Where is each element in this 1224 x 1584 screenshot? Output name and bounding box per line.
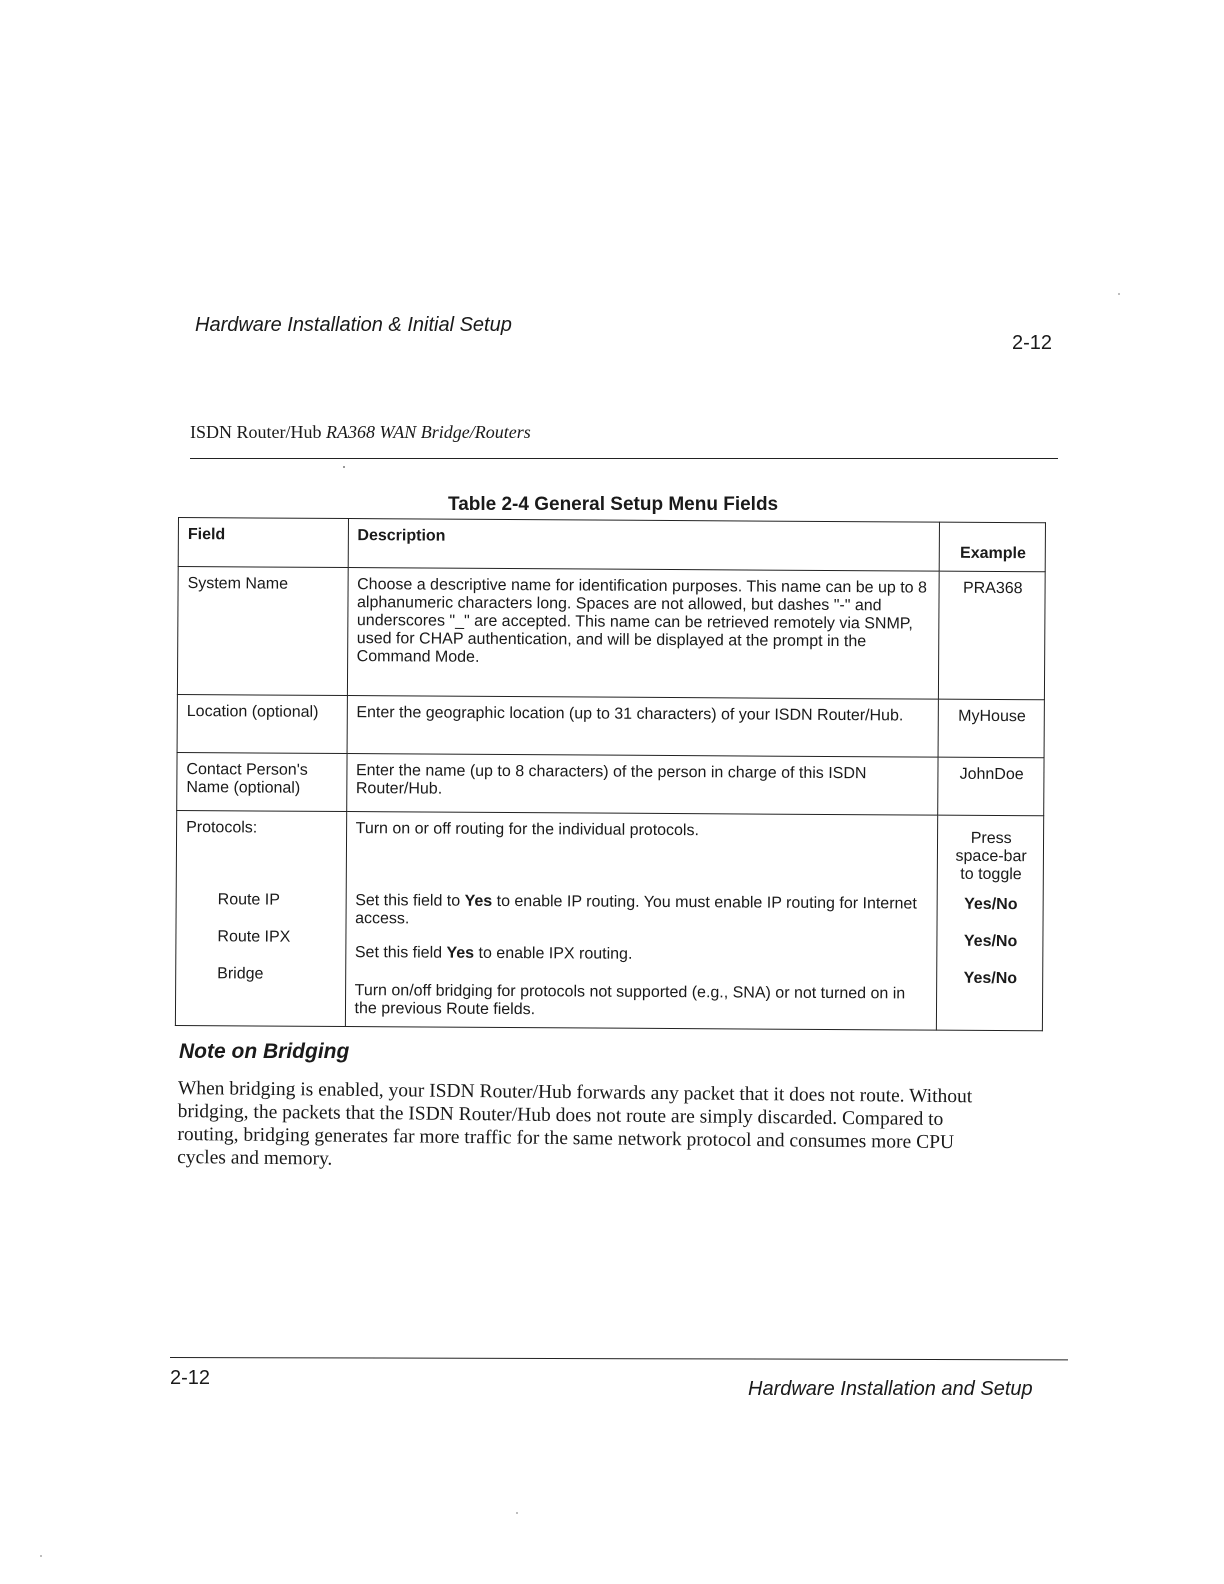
description-cell: Choose a descriptive name for identification purposes. This name can be up to 8 alphanumeric characters long. Spaces are not allowed, but dashes "-" and underscores "_" are accepted. This name can be retrieved remotely via SNMP, used for CHAP authentication, and will be displayed at the prompt in the Command Mode. (347, 568, 940, 700)
table-header-row (178, 518, 1045, 572)
protocols-label: Protocols: (186, 819, 258, 837)
protocol-route-ip-label: Route IP (217, 891, 280, 909)
column-header-description: Description (348, 519, 940, 572)
example-cell: PRA368 (939, 571, 1045, 700)
protocol-bridge-label: Bridge (217, 965, 264, 983)
example-cell: JohnDoe (938, 757, 1044, 816)
description-cell: Enter the name (up to 8 characters) of the person in charge of this ISDN Router/Hub. (346, 754, 938, 816)
protocols-description: Turn on or off routing for the individual protocols. (355, 820, 700, 840)
route-ip-desc-pre: Set this field to (355, 892, 465, 910)
route-ip-desc-bold: Yes (464, 892, 493, 910)
column-header-field: Field (178, 518, 348, 568)
route-ip-description (355, 892, 929, 932)
route-ipx-desc-pre: Set this field (354, 944, 447, 962)
route-ipx-desc-bold: Yes (446, 944, 475, 962)
note-heading: Note on Bridging (179, 1040, 350, 1063)
route-ipx-example: Yes/No (963, 932, 1018, 951)
table-title: Table 2-4 General Setup Menu Fields (448, 494, 779, 515)
table-row (177, 567, 1045, 700)
note-body-paragraph: When bridging is enabled, your ISDN Router/Hub forwards any packet that it does not route. Without bridging, the packets that the ISDN Router/Hub does not route are simply discarded. Compared to routing, bridging generates far more traffic for the same network protocol and consumes more CPU cycles and memory. (177, 1078, 973, 1170)
description-cell: Enter the geographic location (up to 31 characters) of your ISDN Router/Hub. (347, 696, 939, 758)
protocol-route-ipx-label: Route IPX (217, 928, 291, 946)
scan-speck (343, 466, 345, 468)
bridge-example: Yes/No (963, 969, 1018, 988)
description-cell-protocols (345, 812, 938, 1031)
footer-page-number: 2-12 (170, 1367, 211, 1389)
scan-speck (1118, 293, 1120, 295)
subheader-rule (190, 458, 1058, 459)
protocols-example-hint: Press space-bar to toggle (955, 829, 1027, 884)
subheader-model: RA368 (326, 422, 375, 442)
table-row (177, 694, 1044, 757)
scan-speck (516, 1512, 518, 1514)
subheader-category: WAN Bridge/Routers (375, 422, 531, 442)
route-ip-example: Yes/No (964, 895, 1018, 914)
field-cell: System Name (177, 567, 347, 696)
scan-speck (40, 1555, 42, 1557)
bridge-description: Turn on/off bridging for protocols not supported (e.g., SNA) or not turned on in the previous Route fields. (354, 982, 906, 1019)
route-ipx-desc-post: to enable IPX routing. (474, 944, 633, 963)
route-ipx-description (355, 944, 929, 966)
field-cell-protocols (175, 810, 346, 1026)
footer-title: Hardware Installation and Setup (748, 1378, 1033, 1400)
general-setup-fields-table (175, 517, 1046, 1031)
example-cell: MyHouse (938, 699, 1044, 758)
footer-rule (170, 1357, 1068, 1360)
subheader-product-line: ISDN Router/Hub (190, 422, 326, 442)
example-cell-protocols (937, 815, 1044, 1031)
running-header-page-number: 2-12 (1012, 332, 1053, 354)
running-header-title: Hardware Installation & Initial Setup (195, 314, 512, 336)
route-ip-desc-post: to enable IP routing. You must enable IP routing for Internet access. (355, 892, 917, 928)
product-subheader (190, 422, 531, 443)
field-cell: Location (optional) (177, 694, 347, 753)
table-row (177, 752, 1044, 815)
field-cell: Contact Person's Name (optional) (177, 752, 347, 811)
column-header-example: Example (940, 522, 1046, 572)
table-row-protocols (175, 810, 1043, 1030)
